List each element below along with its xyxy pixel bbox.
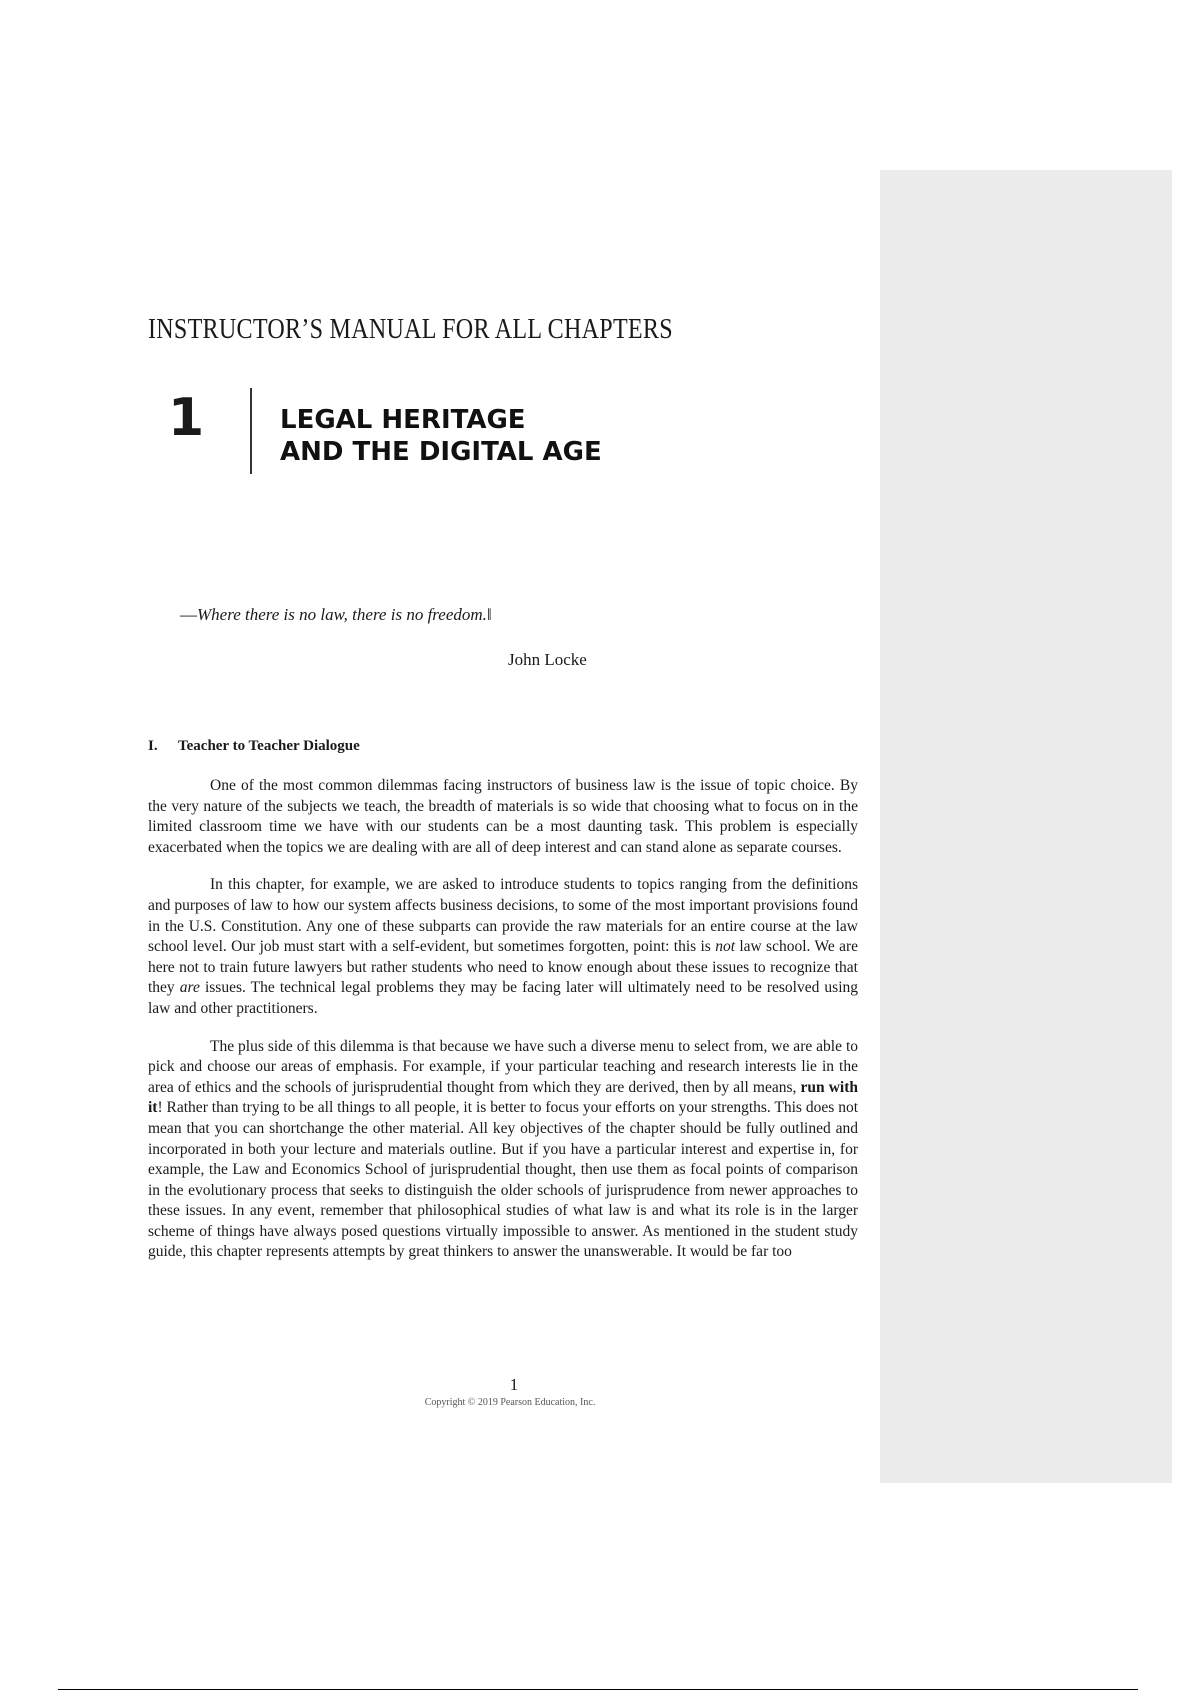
chapter-divider [250, 388, 252, 474]
copyright-notice: Copyright © 2019 Pearson Education, Inc. [424, 1397, 596, 1408]
section-title: Teacher to Teacher Dialogue [178, 738, 360, 754]
chapter-title [280, 404, 602, 468]
paragraph-2-emphasis-1: not [715, 938, 735, 956]
paragraph-3-part-1: The plus side of this dilemma is that because we have such a diverse menu to select from, we are able to pick and choose our areas of emphasis. For example, if your particular teaching and research interests lie in the area of ethics and the schools of jurisprudential thought from which they are derived, then by all means, [148, 1037, 858, 1096]
paragraph-3 [148, 1037, 858, 1264]
paragraph-2-emphasis-2: are [179, 979, 200, 997]
paragraph-2-part-3: issues. The technical legal problems they may be facing later will ultimately need to be resolved using law and other practitioners. [148, 979, 858, 1017]
chapter-title-line2: AND THE DIGITAL AGE [280, 437, 602, 467]
page-number: 1 [509, 1375, 519, 1394]
paragraph-2 [148, 875, 858, 1019]
section-heading [148, 738, 360, 755]
epigraph-quote [180, 605, 492, 625]
bottom-rule [58, 1689, 1138, 1690]
quote-author: John Locke [508, 650, 587, 669]
paragraph-2-part-2: law school. We are here not to train future lawyers but rather students who need to know enough about these issues to recognize that they [148, 938, 858, 997]
paragraph-2-part-1: In this chapter, for example, we are asked to introduce students to topics ranging from the definitions and purposes of law to how our system affects business decisions, to some of the most important provisions found in the U.S. Constitution. Any one of these subparts can provide the raw materials for an entire course at the law school level. Our job must start with a self-evident, but sometimes forgotten, point: this is [148, 876, 858, 956]
chapter-number: 1 [168, 388, 205, 448]
quote-dash: — [180, 605, 197, 624]
quote-text: Where there is no law, there is no freedom.‖ [197, 605, 492, 624]
paragraph-3-bold: run with it [148, 1078, 858, 1117]
chapter-header [168, 388, 688, 474]
paragraph-3-part-2: ! Rather than trying to be all things to all people, it is better to focus your efforts on your strengths. This does not mean that you can shortchange the other material. All key objectives of the chapter should be fully outlined and incorporated in both your lecture and materials outline. But if you have a particular interest and expertise in, for example, the Law and Economics School of jurisprudential thought, then use them as focal points of comparison in the evolutionary process that seeks to distinguish the older schools of jurisprudence from newer approaches to these issues. In any event, remember that philosophical studies of what law is and what its role is in the larger scheme of things have always posed questions virtually impossible to answer. As mentioned in the student study guide, this chapter represents attempts by great thinkers to answer the unanswerable. It would be far too [148, 1099, 858, 1261]
manual-title: INSTRUCTOR’S MANUAL FOR ALL CHAPTERS [148, 314, 673, 345]
section-number: I. [148, 738, 158, 754]
comment-margin-panel [880, 170, 1172, 1483]
chapter-title-line1: LEGAL HERITAGE [280, 405, 526, 435]
body-text [148, 776, 858, 1280]
paragraph-1: One of the most common dilemmas facing instructors of business law is the issue of topic choice. By the very nature of the subjects we teach, the breadth of materials is so wide that choosing what to focus on in the limited classroom time we have with our students can be a most daunting task. This problem is especially exacerbated when the topics we are dealing with are all of deep interest and can stand alone as separate courses. [148, 777, 858, 856]
